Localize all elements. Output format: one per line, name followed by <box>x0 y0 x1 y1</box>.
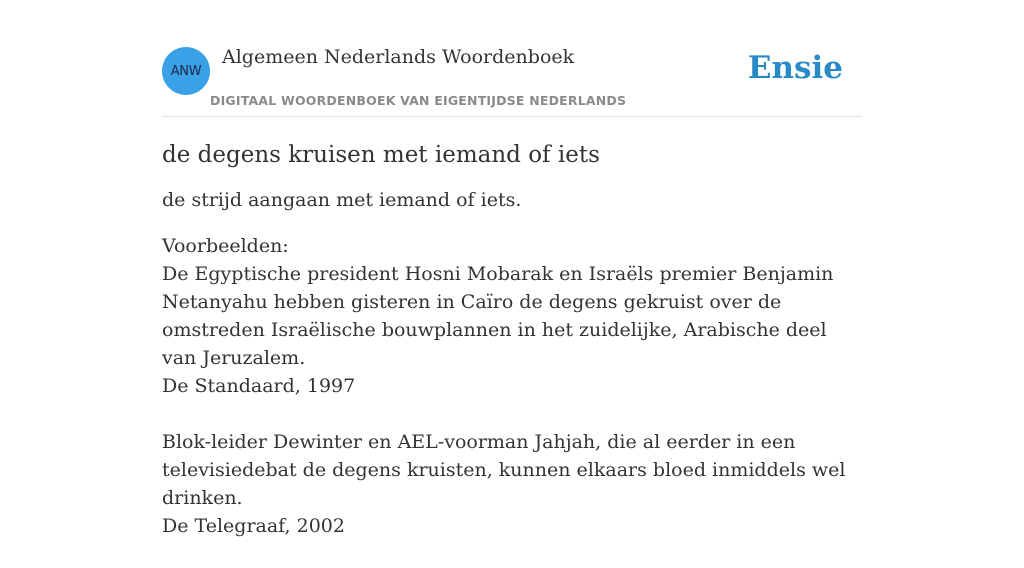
anw-logo[interactable]: ANW <box>162 47 210 95</box>
example-item <box>162 428 862 540</box>
site-header <box>162 0 862 117</box>
example-text: Blok-leider Dewinter en AEL-voorman Jahjah, die al eerder in een televisiedebat de degens kruisten, kunnen elkaars bloed inmiddels wel drinken. <box>162 431 846 509</box>
example-source: De Telegraaf, 2002 <box>162 515 345 537</box>
entry-term: de degens kruisen met iemand of iets <box>162 142 600 168</box>
example-source: De Standaard, 1997 <box>162 375 356 397</box>
entry-definition: de strijd aangaan met iemand of iets. <box>162 189 522 211</box>
example-item <box>162 260 862 400</box>
example-text: De Egyptische president Hosni Mobarak en Israëls premier Benjamin Netanyahu hebben gisteren in Caïro de degens gekruist over de omstreden Israëlische bouwplannen in het zuidelijke, Arabische deel van Jeruzalem. <box>162 263 834 369</box>
examples-section <box>162 232 862 540</box>
ensie-brand-logo[interactable]: Ensie <box>747 50 843 86</box>
site-title[interactable]: Algemeen Nederlands Woordenboek <box>222 46 575 68</box>
site-subtitle: DIGITAAL WOORDENBOEK VAN EIGENTIJDSE NEDERLANDS <box>210 93 627 108</box>
examples-heading: Voorbeelden: <box>162 235 289 257</box>
entry-content <box>162 138 862 568</box>
